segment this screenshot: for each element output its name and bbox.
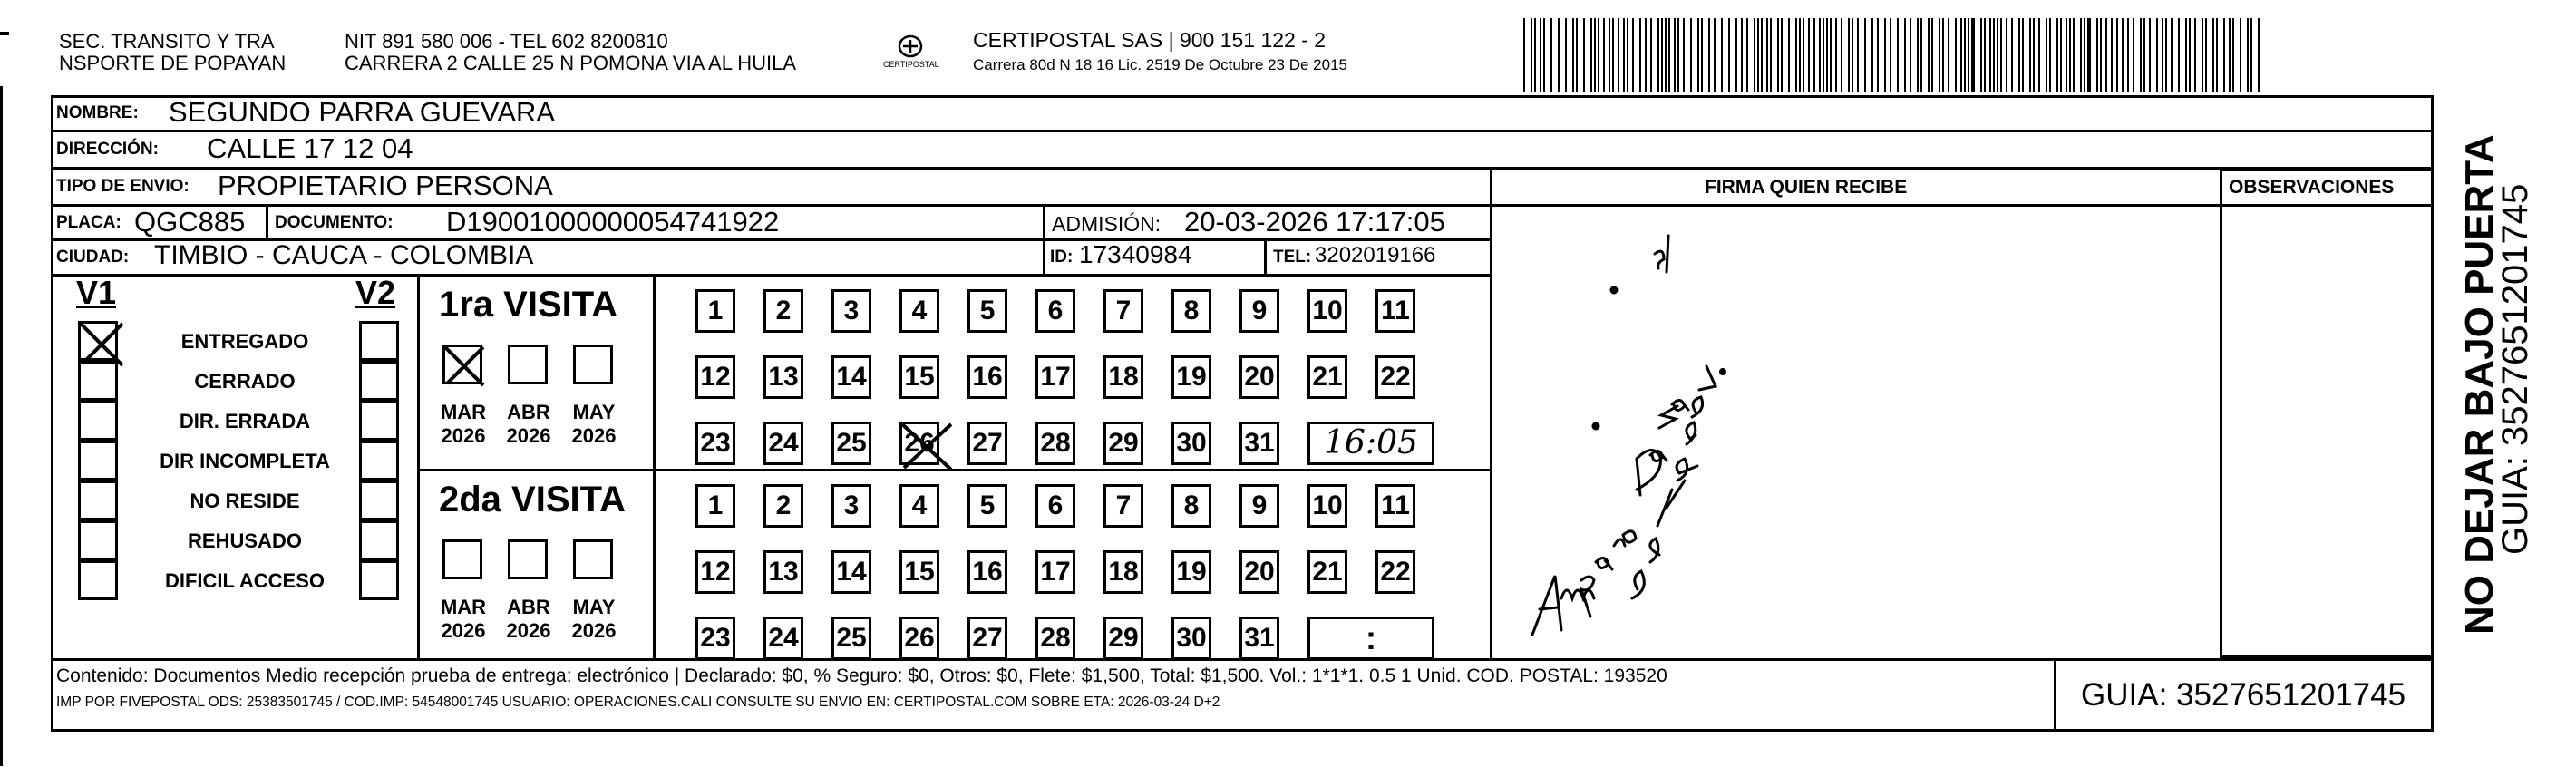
v1-checkbox[interactable] bbox=[78, 441, 118, 481]
status-option-label: NO RESIDE bbox=[190, 490, 300, 512]
barcode-bar bbox=[1823, 18, 1824, 92]
carrier-line-1: CERTIPOSTAL SAS | 900 151 122 - 2 bbox=[973, 28, 1327, 52]
v2-checkbox[interactable] bbox=[359, 321, 399, 361]
barcode-bar bbox=[1657, 18, 1659, 92]
month-name: MAY bbox=[572, 596, 616, 618]
barcode-bar bbox=[1668, 18, 1670, 92]
barcode-bar bbox=[1735, 18, 1737, 92]
barcode-bar bbox=[2033, 18, 2035, 92]
month-name: ABR bbox=[507, 401, 550, 423]
barcode-bar bbox=[1576, 18, 1578, 92]
day-box[interactable]: 9 bbox=[1239, 484, 1279, 528]
barcode-bar bbox=[2000, 18, 2002, 92]
barcode-bar bbox=[2240, 18, 2241, 92]
v2-checkbox[interactable] bbox=[359, 481, 399, 520]
v2-checkbox[interactable] bbox=[359, 361, 399, 401]
barcode-bar bbox=[1939, 18, 1940, 92]
barcode-bar bbox=[2162, 18, 2163, 92]
day-box[interactable]: 12 bbox=[695, 550, 735, 594]
day-box[interactable]: 22 bbox=[1375, 355, 1415, 399]
barcode-bar bbox=[1598, 18, 1599, 92]
barcode-bar bbox=[1788, 18, 1790, 92]
v1-checkbox[interactable] bbox=[78, 520, 118, 560]
barcode-bar bbox=[1531, 18, 1532, 92]
observaciones-frame bbox=[2220, 169, 2434, 658]
month-label bbox=[564, 596, 624, 643]
barcode-bar bbox=[2247, 18, 2249, 92]
barcode-bar bbox=[1989, 18, 1991, 92]
v1-label: V1 bbox=[76, 274, 117, 311]
day-box[interactable]: 25 bbox=[831, 617, 871, 660]
direccion-value: CALLE 17 12 04 bbox=[207, 132, 413, 164]
barcode-bar bbox=[1534, 18, 1536, 92]
barcode-bar bbox=[1627, 18, 1628, 92]
day-box[interactable]: 11 bbox=[1375, 484, 1415, 528]
day-box[interactable]: 30 bbox=[1171, 617, 1211, 660]
day-box[interactable]: 8 bbox=[1171, 484, 1211, 528]
barcode-bar bbox=[2111, 18, 2113, 92]
id-value: 17340984 bbox=[1079, 240, 1192, 268]
day-box[interactable]: 29 bbox=[1103, 617, 1143, 660]
day-box[interactable]: 4 bbox=[899, 289, 939, 333]
barcode-bar bbox=[2056, 18, 2058, 92]
day-box[interactable]: 19 bbox=[1171, 550, 1211, 594]
barcode-bar bbox=[2038, 18, 2040, 92]
barcode-bar bbox=[2250, 18, 2252, 92]
barcode-bar bbox=[2011, 18, 2013, 92]
v1-checkbox[interactable] bbox=[78, 481, 118, 520]
barcode-bar bbox=[1819, 18, 1821, 92]
nit-line-1: NIT 891 580 006 - TEL 602 8200810 bbox=[345, 30, 668, 53]
imp-text: IMP POR FIVEPOSTAL ODS: 25383501745 / COD.IMP: 54548001745 USUARIO: OPERACIONES.CALI CONSULTE SU ENVIO EN: CERTIPOSTAL.COM SOBRE ETA: 2026-03-24 D+2 bbox=[56, 694, 1220, 710]
barcode-bar bbox=[2143, 18, 2145, 92]
sender-line-1: SEC. TRANSITO Y TRA bbox=[59, 30, 275, 53]
barcode-bar bbox=[2046, 18, 2047, 92]
day-box[interactable]: 15 bbox=[899, 355, 939, 399]
barcode-bar bbox=[2060, 18, 2062, 92]
day-box[interactable]: 28 bbox=[1035, 617, 1075, 660]
barcode-bar bbox=[2232, 18, 2234, 92]
day-box[interactable]: 16 bbox=[967, 550, 1007, 594]
barcode-bar bbox=[1928, 18, 1930, 92]
barcode-bar bbox=[1639, 18, 1641, 92]
barcode-bar bbox=[2080, 18, 2082, 92]
barcode-bar bbox=[2185, 18, 2187, 92]
status-option-label: DIR INCOMPLETA bbox=[160, 450, 330, 472]
barcode-bar bbox=[1890, 18, 1891, 92]
day-box[interactable]: 16 bbox=[967, 355, 1007, 399]
ciudad-label: CIUDAD: bbox=[56, 248, 130, 267]
documento-value: D19001000000054741922 bbox=[446, 206, 780, 238]
barcode-bar bbox=[1984, 18, 1986, 92]
day-box[interactable]: 21 bbox=[1307, 550, 1347, 594]
day-box[interactable]: 14 bbox=[831, 355, 871, 399]
carrier-line-2: Carrera 80d N 18 16 Lic. 2519 De Octubre 23 De 2015 bbox=[973, 56, 1347, 73]
barcode-bar bbox=[1848, 18, 1850, 92]
month-checkbox[interactable] bbox=[573, 539, 613, 579]
month-label bbox=[499, 596, 559, 643]
barcode-bar bbox=[2006, 18, 2007, 92]
barcode-bar bbox=[1757, 18, 1759, 92]
day-box[interactable]: 6 bbox=[1035, 289, 1075, 333]
day-box[interactable]: 23 bbox=[695, 617, 735, 660]
day-box[interactable]: 1 bbox=[695, 289, 735, 333]
margin-mark bbox=[0, 32, 9, 35]
barcode-bar bbox=[1877, 18, 1879, 92]
barcode-bar bbox=[2066, 18, 2067, 92]
barcode-bar bbox=[1897, 18, 1899, 92]
day-box[interactable]: 17 bbox=[1035, 550, 1075, 594]
status-option-label: DIFICIL ACCESO bbox=[164, 569, 325, 592]
day-box[interactable]: 11 bbox=[1375, 289, 1415, 333]
id-label: ID: bbox=[1050, 248, 1074, 267]
documento-label: DOCUMENTO: bbox=[275, 213, 394, 232]
v2-checkbox[interactable] bbox=[359, 520, 399, 560]
month-checkbox[interactable] bbox=[508, 345, 548, 384]
v2-label: V2 bbox=[355, 274, 396, 311]
barcode-bar bbox=[2156, 18, 2158, 92]
barcode-bar bbox=[1572, 18, 1574, 92]
guia-box: GUIA: 3527651201745 bbox=[2081, 677, 2406, 713]
logo-text: CERTIPOSTAL bbox=[883, 60, 939, 69]
day-box[interactable]: 2 bbox=[763, 289, 803, 333]
margin-mark bbox=[0, 86, 3, 766]
barcode-bar bbox=[1942, 18, 1944, 92]
barcode-bar bbox=[1661, 18, 1663, 92]
day-box[interactable]: 4 bbox=[899, 484, 939, 528]
month-year: 2026 bbox=[571, 619, 617, 642]
day-box[interactable]: 3 bbox=[831, 484, 871, 528]
month-year: 2026 bbox=[571, 424, 617, 447]
barcode-bar bbox=[1594, 18, 1596, 92]
day-box[interactable]: 5 bbox=[967, 484, 1007, 528]
signature bbox=[1505, 218, 1768, 653]
day-box[interactable]: 31 bbox=[1239, 617, 1279, 660]
status-option-label: REHUSADO bbox=[188, 529, 302, 552]
status-option-label: CERRADO bbox=[194, 370, 296, 393]
barcode-bar bbox=[1997, 18, 1998, 92]
month-checkbox[interactable] bbox=[573, 345, 613, 384]
firma-header: FIRMA QUIEN RECIBE bbox=[1705, 177, 1908, 198]
placa-label: PLACA: bbox=[56, 213, 122, 232]
time-box[interactable]: : bbox=[1307, 617, 1434, 660]
barcode-bar bbox=[1826, 18, 1828, 92]
barcode-bar bbox=[2069, 18, 2071, 92]
day-box[interactable]: 25 bbox=[831, 422, 871, 465]
barcode-bar bbox=[1650, 18, 1652, 92]
day-box[interactable]: 3 bbox=[831, 289, 871, 333]
barcode-bar bbox=[2140, 18, 2142, 92]
day-box[interactable]: 21 bbox=[1307, 355, 1347, 399]
barcode-bar bbox=[1674, 18, 1676, 92]
day-box[interactable]: 8 bbox=[1171, 289, 1211, 333]
barcode-bar bbox=[2205, 18, 2207, 92]
barcode-bar bbox=[1795, 18, 1797, 92]
day-box[interactable]: 6 bbox=[1035, 484, 1075, 528]
v2-checkbox[interactable] bbox=[359, 441, 399, 481]
nit-line-2: CARRERA 2 CALLE 25 N POMONA VIA AL HUILA bbox=[345, 52, 797, 74]
barcode-bar bbox=[1781, 18, 1783, 92]
barcode-bar bbox=[1728, 18, 1730, 92]
day-box[interactable]: 31 bbox=[1239, 422, 1279, 465]
day-box[interactable]: 14 bbox=[831, 550, 871, 594]
day-box[interactable]: 10 bbox=[1307, 484, 1347, 528]
tipo-value: PROPIETARIO PERSONA bbox=[218, 170, 553, 201]
ciudad-value: TIMBIO - CAUCA - COLOMBIA bbox=[154, 240, 534, 270]
v2-checkbox[interactable] bbox=[359, 560, 399, 600]
direccion-label: DIRECCIÓN: bbox=[56, 140, 159, 159]
day-box[interactable]: 9 bbox=[1239, 289, 1279, 333]
contenido-text: Contenido: Documentos Medio recepción prueba de entrega: electrónico | Declarado: $0, % Seguro: $0, Otros: $0, Flete: $1,500, Total: $1,500. Vol.: 1*1*1. 0.5 1 Unid. COD. POSTAL: 193520 bbox=[56, 665, 1667, 686]
month-label bbox=[433, 401, 493, 448]
barcode-bar bbox=[1931, 18, 1933, 92]
barcode-bar bbox=[1677, 18, 1679, 92]
barcode-bar bbox=[1841, 18, 1842, 92]
barcode-bar bbox=[2100, 18, 2102, 92]
day-box[interactable]: 24 bbox=[763, 617, 803, 660]
nombre-value: SEGUNDO PARRA GUEVARA bbox=[169, 96, 556, 128]
day-box[interactable]: 29 bbox=[1103, 422, 1143, 465]
barcode-bar bbox=[1864, 18, 1866, 92]
tel-label: TEL: bbox=[1273, 248, 1312, 267]
barcode-bar bbox=[2122, 18, 2124, 92]
barcode-bar bbox=[1741, 18, 1743, 92]
barcode-bar bbox=[2087, 18, 2091, 92]
barcode-bar bbox=[2194, 18, 2196, 92]
day-box[interactable]: 19 bbox=[1171, 355, 1211, 399]
barcode-bar bbox=[2133, 18, 2134, 92]
barcode-bar bbox=[1714, 18, 1716, 92]
day-box[interactable]: 18 bbox=[1103, 550, 1143, 594]
barcode-bar bbox=[1904, 18, 1906, 92]
month-year: 2026 bbox=[441, 424, 486, 447]
day-box[interactable]: 17 bbox=[1035, 355, 1075, 399]
barcode-bar bbox=[2178, 18, 2180, 92]
sender-line-2: NSPORTE DE POPAYAN bbox=[59, 52, 287, 74]
barcode-bar bbox=[1968, 18, 1969, 92]
barcode-bar bbox=[1609, 18, 1610, 92]
barcode-bar bbox=[1835, 18, 1837, 92]
barcode-bar bbox=[2202, 18, 2203, 92]
barcode-bar bbox=[2073, 18, 2075, 92]
day-box[interactable]: 24 bbox=[763, 422, 803, 465]
month-name: MAY bbox=[572, 401, 616, 423]
day-box[interactable]: 18 bbox=[1103, 355, 1143, 399]
barcode-bar bbox=[2229, 18, 2231, 92]
month-checkbox[interactable] bbox=[442, 539, 482, 579]
day-box[interactable]: 27 bbox=[967, 422, 1007, 465]
barcode-bar bbox=[2216, 18, 2218, 92]
barcode-bar bbox=[1920, 18, 1922, 92]
barcode-bar bbox=[1948, 18, 1949, 92]
barcode-bar bbox=[2165, 18, 2167, 92]
day-box[interactable]: 26 bbox=[899, 617, 939, 660]
barcode-bar bbox=[2171, 18, 2173, 92]
month-year: 2026 bbox=[441, 619, 486, 642]
day-box[interactable]: 13 bbox=[763, 355, 803, 399]
barcode-bar bbox=[1665, 18, 1667, 92]
barcode-bar bbox=[2096, 18, 2098, 92]
barcode-bar bbox=[1917, 18, 1919, 92]
barcode-bar bbox=[2018, 18, 2020, 92]
barcode-bar bbox=[1852, 18, 1853, 92]
barcode-bar bbox=[1645, 18, 1647, 92]
barcode-bar bbox=[2029, 18, 2031, 92]
month-name: MAR bbox=[440, 401, 487, 423]
barcode-bar bbox=[1623, 18, 1625, 92]
barcode-bar bbox=[1746, 18, 1748, 92]
day-box[interactable]: 20 bbox=[1239, 355, 1279, 399]
visit-title: 1ra VISITA bbox=[439, 285, 618, 325]
barcode-bar bbox=[2084, 18, 2085, 92]
barcode-bar bbox=[1910, 18, 1911, 92]
barcode-bar bbox=[1612, 18, 1614, 92]
barcode-bar bbox=[1766, 18, 1768, 92]
barcode-bar bbox=[1565, 18, 1567, 92]
barcode-bar bbox=[1683, 18, 1685, 92]
barcode-bar bbox=[2212, 18, 2214, 92]
barcode-bar bbox=[2258, 18, 2260, 92]
day-box[interactable]: 28 bbox=[1035, 422, 1075, 465]
day-box[interactable]: 7 bbox=[1103, 289, 1143, 333]
barcode-bar bbox=[1721, 18, 1723, 92]
barcode-bar bbox=[1558, 18, 1560, 92]
month-label bbox=[564, 401, 624, 448]
visit-title: 2da VISITA bbox=[439, 480, 626, 519]
barcode-bar bbox=[1690, 18, 1692, 92]
day-box-checked[interactable]: 26 bbox=[899, 422, 939, 465]
month-label bbox=[433, 596, 493, 643]
barcode-bar bbox=[2127, 18, 2129, 92]
day-box[interactable]: 15 bbox=[899, 550, 939, 594]
day-box[interactable]: 27 bbox=[967, 617, 1007, 660]
day-box[interactable]: 2 bbox=[763, 484, 803, 528]
barcode-bar bbox=[2049, 18, 2051, 92]
day-box[interactable]: 7 bbox=[1103, 484, 1143, 528]
admision-label: ADMISIÓN: bbox=[1052, 212, 1162, 236]
month-year: 2026 bbox=[506, 619, 551, 642]
barcode-bar bbox=[1590, 18, 1592, 92]
v1-checkbox-checked[interactable] bbox=[78, 321, 118, 361]
time-box[interactable]: 16:05 bbox=[1307, 422, 1434, 465]
barcode-bar bbox=[1550, 18, 1552, 92]
barcode-bar bbox=[1955, 18, 1957, 92]
day-box[interactable]: 23 bbox=[695, 422, 735, 465]
admision-value: 20-03-2026 17:17:05 bbox=[1184, 206, 1445, 238]
side-guia: GUIA: 3527651201745 bbox=[2495, 183, 2535, 555]
barcode-bar bbox=[1697, 18, 1699, 92]
tel-value: 3202019166 bbox=[1315, 243, 1436, 267]
barcode-bar bbox=[1540, 18, 1541, 92]
barcode-bar bbox=[1523, 18, 1525, 92]
barcode-bar bbox=[2223, 18, 2225, 92]
barcode-bar bbox=[1777, 18, 1779, 92]
barcode-bar bbox=[1993, 18, 1995, 92]
barcode-bar bbox=[1799, 18, 1801, 92]
barcode-bar bbox=[1964, 18, 1966, 92]
v1-checkbox[interactable] bbox=[78, 560, 118, 600]
day-box[interactable]: 5 bbox=[967, 289, 1007, 333]
barcode bbox=[1523, 18, 2262, 92]
v1-checkbox[interactable] bbox=[78, 401, 118, 441]
placa-value: QGC885 bbox=[134, 206, 246, 238]
v1-checkbox[interactable] bbox=[78, 361, 118, 401]
month-checkbox[interactable] bbox=[508, 539, 548, 579]
observaciones-header: OBSERVACIONES bbox=[2229, 177, 2395, 198]
barcode-bar bbox=[1808, 18, 1810, 92]
barcode-bar bbox=[1871, 18, 1873, 92]
barcode-bar bbox=[1830, 18, 1832, 92]
v2-checkbox[interactable] bbox=[359, 401, 399, 441]
day-box[interactable]: 22 bbox=[1375, 550, 1415, 594]
barcode-bar bbox=[1803, 18, 1804, 92]
day-box[interactable]: 12 bbox=[695, 355, 735, 399]
barcode-bar bbox=[1884, 18, 1886, 92]
day-box[interactable]: 10 bbox=[1307, 289, 1347, 333]
barcode-bar bbox=[1971, 18, 1975, 92]
day-box[interactable]: 13 bbox=[763, 550, 803, 594]
barcode-bar bbox=[1980, 18, 1982, 92]
barcode-bar bbox=[1761, 18, 1763, 92]
status-option-label: DIR. ERRADA bbox=[179, 410, 311, 432]
month-label bbox=[499, 401, 559, 448]
day-box[interactable]: 20 bbox=[1239, 550, 1279, 594]
nombre-label: NOMBRE: bbox=[56, 103, 139, 122]
certipostal-logo bbox=[881, 33, 939, 74]
barcode-bar bbox=[1813, 18, 1815, 92]
barcode-bar bbox=[1701, 18, 1703, 92]
barcode-bar bbox=[1960, 18, 1962, 92]
barcode-bar bbox=[2149, 18, 2151, 92]
month-year: 2026 bbox=[506, 424, 551, 447]
barcode-bar bbox=[1632, 18, 1634, 92]
day-box[interactable]: 30 bbox=[1171, 422, 1211, 465]
barcode-bar bbox=[1770, 18, 1772, 92]
barcode-bar bbox=[1618, 18, 1619, 92]
month-name: ABR bbox=[507, 596, 550, 618]
month-checkbox-checked[interactable] bbox=[442, 345, 482, 384]
barcode-bar bbox=[2105, 18, 2107, 92]
tipo-label: TIPO DE ENVIO: bbox=[56, 177, 190, 196]
barcode-bar bbox=[1603, 18, 1605, 92]
barcode-bar bbox=[1857, 18, 1859, 92]
barcode-bar bbox=[2022, 18, 2024, 92]
month-name: MAR bbox=[440, 596, 487, 618]
barcode-bar bbox=[1754, 18, 1755, 92]
barcode-bar bbox=[2116, 18, 2118, 92]
barcode-bar bbox=[1583, 18, 1585, 92]
barcode-bar bbox=[1708, 18, 1710, 92]
barcode-bar bbox=[1543, 18, 1545, 92]
no-dejar-bajo-puerta: NO DEJAR BAJO PUERTA bbox=[2457, 134, 2502, 635]
status-option-label: ENTREGADO bbox=[180, 330, 309, 353]
barcode-bar bbox=[2189, 18, 2191, 92]
day-box[interactable]: 1 bbox=[695, 484, 735, 528]
